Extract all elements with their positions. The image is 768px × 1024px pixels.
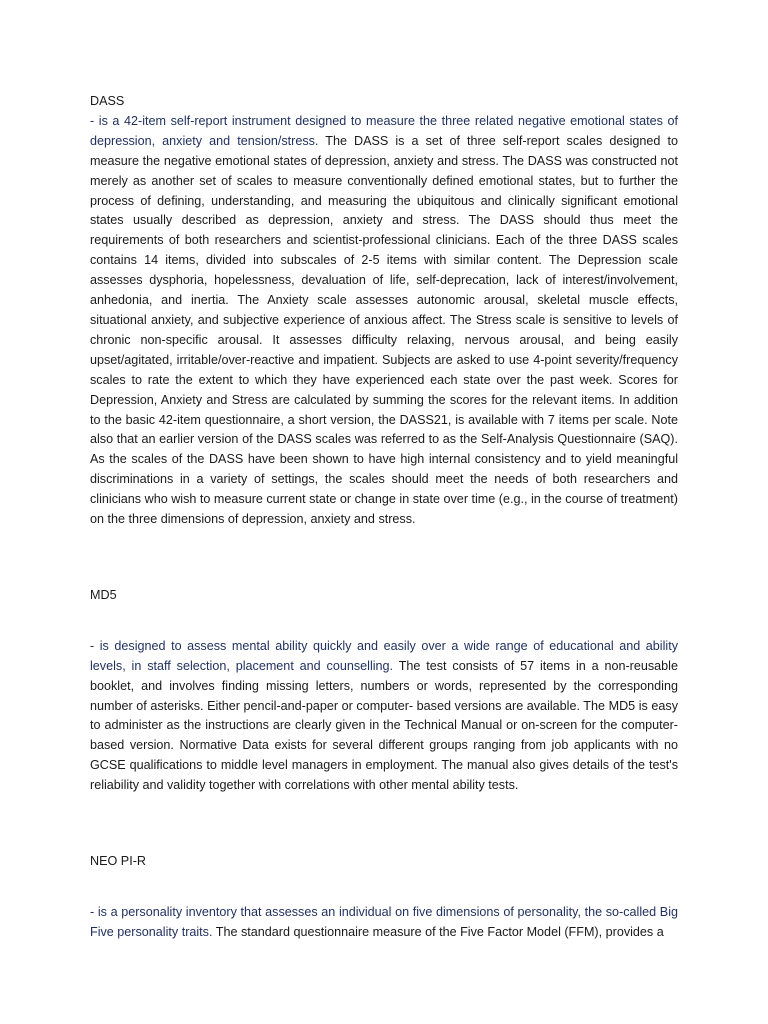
section-spacer [90, 606, 678, 637]
document-page [90, 92, 678, 943]
neo-description-text: The standard questionnaire measure of the Five Factor Model (FFM), provides a [212, 924, 664, 939]
neo-definition-highlight: - is a personality inventory that assesses an individual on five dimensions of personality, the so-called Big Five personality traits. [90, 905, 678, 939]
section-paragraph-md5 [90, 637, 678, 796]
section-heading-neo-pi-r: NEO PI-R [90, 854, 146, 869]
md5-description-text: The test consists of 57 items in a non-reusable booklet, and involves finding missing letters, numbers or words, represented by the corresponding number of asterisks. Either pencil-and-paper or computer- based versions are available. The MD5 is easy to administer as the instructions are clearly given in the Technical Manual or on-screen for the computer-based version. Normative Data exists for several different groups ranging from job applicants with no GCSE qualifications to middle level managers in employment. The manual also gives details of the test's reliability and validity together with correlations with other mental ability tests. [90, 658, 678, 793]
dass-definition-highlight: - is a 42-item self-report instrument designed to measure the three related negative emotional states of depression, anxiety and tension/stress. [90, 113, 678, 148]
section-spacer [90, 872, 678, 903]
section-spacer [90, 796, 678, 852]
section-spacer [90, 530, 678, 586]
dass-description-text: The DASS is a set of three self-report scales designed to measure the negative emotional states of depression, anxiety and stress. The DASS was constructed not merely as another set of scales to measure conventionally defined emotional states, but to further the process of defining, understanding, and measuring the ubiquitous and clinically significant emotional states usually described as depression, anxiety and stress. The DASS should thus meet the requirements of both researchers and scientist-professional clinicians. Each of the three DASS scales contains 14 items, divided into subscales of 2-5 items with similar content. The Depression scale assesses dysphoria, hopelessness, devaluation of life, self-deprecation, lack of interest/involvement, anhedonia, and inertia. The Anxiety scale assesses autonomic arousal, skeletal muscle effects, situational anxiety, and subjective experience of anxious affect. The Stress scale is sensitive to levels of chronic non-specific arousal. It assesses difficulty relaxing, nervous arousal, and being easily upset/agitated, irritable/over-reactive and impatient. Subjects are asked to use 4-point severity/frequency scales to rate the extent to which they have experienced each state over the past week. Scores for Depression, Anxiety and Stress are calculated by summing the scores for the relevant items. In addition to the basic 42-item questionnaire, a short version, the DASS21, is available with 7 items per scale. Note also that an earlier version of the DASS scales was referred to as the Self-Analysis Questionnaire (SAQ). As the scales of the DASS have been shown to have high internal consistency and to yield meaningful discriminations in a variety of settings, the scales should meet the needs of both researchers and clinicians who wish to measure current state or change in state over time (e.g., in the course of treatment) on the three dimensions of depression, anxiety and stress. [90, 133, 679, 527]
section-heading-md5: MD5 [90, 587, 117, 602]
section-heading-dass: DASS [90, 94, 125, 108]
section-paragraph-dass [90, 112, 678, 530]
md5-definition-highlight: - is designed to assess mental ability quickly and easily over a wide range of educational and ability levels, in staff selection, placement and counselling. [90, 638, 678, 673]
section-paragraph-neo-pi-r [90, 903, 678, 943]
